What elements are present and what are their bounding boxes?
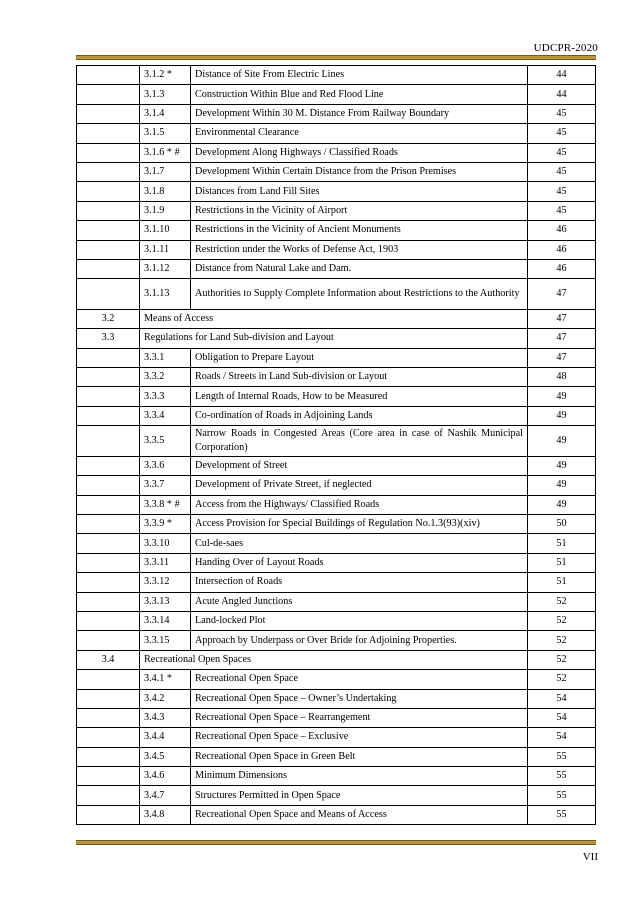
toc-row bbox=[77, 104, 596, 123]
section-number bbox=[77, 747, 140, 766]
subsection-number: 3.1.9 bbox=[140, 201, 191, 220]
subsection-number: 3.3.15 bbox=[140, 631, 191, 650]
page-ref: 50 bbox=[528, 515, 596, 534]
toc-row bbox=[77, 805, 596, 824]
page-ref: 51 bbox=[528, 573, 596, 592]
section-number bbox=[77, 221, 140, 240]
subsection-title: Access Provision for Special Buildings of Regulation No.1.3(93)(xiv) bbox=[191, 515, 528, 534]
toc-row bbox=[77, 611, 596, 630]
subsection-number: 3.4.4 bbox=[140, 728, 191, 747]
subsection-title: Authorities to Supply Complete Information about Restrictions to the Authority bbox=[191, 279, 528, 310]
toc-row bbox=[77, 650, 596, 669]
page-ref: 45 bbox=[528, 124, 596, 143]
section-number bbox=[77, 182, 140, 201]
subsection-number: 3.3.9 * bbox=[140, 515, 191, 534]
toc-row bbox=[77, 240, 596, 259]
section-number bbox=[77, 85, 140, 104]
section-number bbox=[77, 368, 140, 387]
toc-row bbox=[77, 767, 596, 786]
subsection-number: 3.3.6 bbox=[140, 456, 191, 475]
page-ref: 46 bbox=[528, 240, 596, 259]
section-number bbox=[77, 728, 140, 747]
subsection-number: 3.1.11 bbox=[140, 240, 191, 259]
subsection-number: 3.1.3 bbox=[140, 85, 191, 104]
toc-row bbox=[77, 329, 596, 348]
toc-row bbox=[77, 348, 596, 367]
toc-row bbox=[77, 387, 596, 406]
section-number bbox=[77, 348, 140, 367]
toc-row bbox=[77, 85, 596, 104]
section-number bbox=[77, 611, 140, 630]
subsection-number: 3.3.10 bbox=[140, 534, 191, 553]
page-ref: 52 bbox=[528, 631, 596, 650]
subsection-title: Development of Private Street, if neglected bbox=[191, 476, 528, 495]
section-number bbox=[77, 162, 140, 181]
section-number bbox=[77, 805, 140, 824]
subsection-number: 3.4.2 bbox=[140, 689, 191, 708]
subsection-title: Development Within Certain Distance from the Prison Premises bbox=[191, 162, 528, 181]
toc-row bbox=[77, 279, 596, 310]
page-ref: 49 bbox=[528, 406, 596, 425]
toc-row bbox=[77, 747, 596, 766]
toc-row bbox=[77, 201, 596, 220]
subsection-number: 3.4.5 bbox=[140, 747, 191, 766]
subsection-number: 3.3.12 bbox=[140, 573, 191, 592]
toc-row bbox=[77, 708, 596, 727]
toc-row bbox=[77, 728, 596, 747]
subsection-title: Development of Street bbox=[191, 456, 528, 475]
page-ref: 49 bbox=[528, 387, 596, 406]
subsection-number: 3.1.12 bbox=[140, 259, 191, 278]
page-ref: 54 bbox=[528, 708, 596, 727]
toc-row bbox=[77, 534, 596, 553]
section-number: 3.3 bbox=[77, 329, 140, 348]
section-number bbox=[77, 387, 140, 406]
subsection-title: Restrictions in the Vicinity of Ancient Monuments bbox=[191, 221, 528, 240]
subsection-number: 3.3.7 bbox=[140, 476, 191, 495]
page-ref: 55 bbox=[528, 805, 596, 824]
page-ref: 45 bbox=[528, 104, 596, 123]
toc-row bbox=[77, 124, 596, 143]
subsection-title: Roads / Streets in Land Sub-division or Layout bbox=[191, 368, 528, 387]
subsection-number: 3.4.6 bbox=[140, 767, 191, 786]
section-number bbox=[77, 426, 140, 457]
section-number bbox=[77, 631, 140, 650]
toc-row bbox=[77, 143, 596, 162]
page-ref: 45 bbox=[528, 162, 596, 181]
subsection-title: Construction Within Blue and Red Flood Line bbox=[191, 85, 528, 104]
toc-row bbox=[77, 592, 596, 611]
toc-row bbox=[77, 309, 596, 328]
page-ref: 52 bbox=[528, 592, 596, 611]
toc-body bbox=[77, 66, 596, 825]
page-ref: 45 bbox=[528, 143, 596, 162]
section-number bbox=[77, 573, 140, 592]
section-number: 3.4 bbox=[77, 650, 140, 669]
toc-table bbox=[76, 65, 596, 825]
subsection-title: Development Within 30 M. Distance From Railway Boundary bbox=[191, 104, 528, 123]
subsection-title: Length of Internal Roads, How to be Measured bbox=[191, 387, 528, 406]
subsection-title: Distance from Natural Lake and Dam. bbox=[191, 259, 528, 278]
toc-row bbox=[77, 573, 596, 592]
subsection-title: Obligation to Prepare Layout bbox=[191, 348, 528, 367]
subsection-number: 3.4.3 bbox=[140, 708, 191, 727]
page-ref: 49 bbox=[528, 456, 596, 475]
subsection-number: 3.3.14 bbox=[140, 611, 191, 630]
section-number: 3.2 bbox=[77, 309, 140, 328]
header-rule bbox=[76, 55, 596, 60]
subsection-title: Restriction under the Works of Defense Act, 1903 bbox=[191, 240, 528, 259]
subsection-number: 3.1.13 bbox=[140, 279, 191, 310]
toc-row bbox=[77, 553, 596, 572]
toc-row bbox=[77, 495, 596, 514]
page-ref: 46 bbox=[528, 221, 596, 240]
page-ref: 47 bbox=[528, 329, 596, 348]
toc-row bbox=[77, 456, 596, 475]
subsection-title: Recreational Open Space – Owner’s Undertaking bbox=[191, 689, 528, 708]
page-ref: 52 bbox=[528, 650, 596, 669]
toc-row bbox=[77, 368, 596, 387]
toc-row bbox=[77, 259, 596, 278]
page-ref: 45 bbox=[528, 182, 596, 201]
section-number bbox=[77, 240, 140, 259]
page-ref: 44 bbox=[528, 66, 596, 85]
toc-row bbox=[77, 786, 596, 805]
page-ref: 47 bbox=[528, 348, 596, 367]
subsection-number: 3.3.4 bbox=[140, 406, 191, 425]
toc-row bbox=[77, 476, 596, 495]
subsection-number: 3.3.2 bbox=[140, 368, 191, 387]
page-ref: 46 bbox=[528, 259, 596, 278]
page-ref: 52 bbox=[528, 670, 596, 689]
subsection-title: Narrow Roads in Congested Areas (Core area in case of Nashik Municipal Corporation) bbox=[191, 426, 528, 457]
page-ref: 49 bbox=[528, 476, 596, 495]
section-number bbox=[77, 553, 140, 572]
page-ref: 54 bbox=[528, 728, 596, 747]
section-number bbox=[77, 495, 140, 514]
section-number bbox=[77, 515, 140, 534]
subsection-title: Recreational Open Space bbox=[191, 670, 528, 689]
page-ref: 51 bbox=[528, 553, 596, 572]
page-ref: 44 bbox=[528, 85, 596, 104]
section-number bbox=[77, 143, 140, 162]
subsection-title: Recreational Open Space – Exclusive bbox=[191, 728, 528, 747]
subsection-number: 3.1.6 * # bbox=[140, 143, 191, 162]
subsection-number: 3.1.4 bbox=[140, 104, 191, 123]
document-code: UDCPR-2020 bbox=[533, 42, 598, 54]
subsection-number: 3.3.3 bbox=[140, 387, 191, 406]
page-ref: 52 bbox=[528, 611, 596, 630]
subsection-number: 3.1.5 bbox=[140, 124, 191, 143]
page-ref: 51 bbox=[528, 534, 596, 553]
section-number bbox=[77, 670, 140, 689]
footer-rule bbox=[76, 840, 596, 845]
section-number bbox=[77, 124, 140, 143]
toc-row bbox=[77, 406, 596, 425]
page-ref: 49 bbox=[528, 495, 596, 514]
page-ref: 49 bbox=[528, 426, 596, 457]
toc-row bbox=[77, 162, 596, 181]
section-number bbox=[77, 476, 140, 495]
section-number bbox=[77, 279, 140, 310]
section-number bbox=[77, 104, 140, 123]
subsection-title: Recreational Open Space and Means of Access bbox=[191, 805, 528, 824]
subsection-number: 3.3.13 bbox=[140, 592, 191, 611]
subsection-title: Recreational Open Space – Rearrangement bbox=[191, 708, 528, 727]
section-number bbox=[77, 592, 140, 611]
subsection-title: Land-locked Plot bbox=[191, 611, 528, 630]
subsection-number: 3.1.7 bbox=[140, 162, 191, 181]
subsection-number: 3.3.8 * # bbox=[140, 495, 191, 514]
subsection-title: Acute Angled Junctions bbox=[191, 592, 528, 611]
subsection-title: Co-ordination of Roads in Adjoining Lands bbox=[191, 406, 528, 425]
subsection-number: 3.1.2 * bbox=[140, 66, 191, 85]
page-ref: 55 bbox=[528, 767, 596, 786]
subsection-title: Development Along Highways / Classified Roads bbox=[191, 143, 528, 162]
section-number bbox=[77, 406, 140, 425]
subsection-number: 3.4.8 bbox=[140, 805, 191, 824]
subsection-title: Environmental Clearance bbox=[191, 124, 528, 143]
subsection-number: 3.4.1 * bbox=[140, 670, 191, 689]
subsection-title: Intersection of Roads bbox=[191, 573, 528, 592]
page-ref: 45 bbox=[528, 201, 596, 220]
page-ref: 54 bbox=[528, 689, 596, 708]
subsection-number: 3.4.7 bbox=[140, 786, 191, 805]
subsection-title: Distances from Land Fill Sites bbox=[191, 182, 528, 201]
page-number: VII bbox=[582, 851, 598, 863]
section-number bbox=[77, 534, 140, 553]
section-number bbox=[77, 689, 140, 708]
subsection-title: Access from the Highways/ Classified Roads bbox=[191, 495, 528, 514]
toc-row bbox=[77, 631, 596, 650]
subsection-title: Handing Over of Layout Roads bbox=[191, 553, 528, 572]
subsection-number: 3.3.1 bbox=[140, 348, 191, 367]
section-number bbox=[77, 767, 140, 786]
subsection-number: 3.1.10 bbox=[140, 221, 191, 240]
toc-row bbox=[77, 670, 596, 689]
page-ref: 48 bbox=[528, 368, 596, 387]
subsection-title: Minimum Dimensions bbox=[191, 767, 528, 786]
section-number bbox=[77, 259, 140, 278]
section-number bbox=[77, 456, 140, 475]
toc-row bbox=[77, 221, 596, 240]
page-ref: 55 bbox=[528, 747, 596, 766]
toc-row bbox=[77, 689, 596, 708]
section-number bbox=[77, 66, 140, 85]
toc-row bbox=[77, 515, 596, 534]
subsection-title: Approach by Underpass or Over Bride for Adjoining Properties. bbox=[191, 631, 528, 650]
page-ref: 55 bbox=[528, 786, 596, 805]
subsection-title: Restrictions in the Vicinity of Airport bbox=[191, 201, 528, 220]
page-ref: 47 bbox=[528, 279, 596, 310]
section-number bbox=[77, 708, 140, 727]
page-ref: 47 bbox=[528, 309, 596, 328]
toc-row bbox=[77, 426, 596, 457]
section-title: Recreational Open Spaces bbox=[140, 650, 528, 669]
subsection-number: 3.3.11 bbox=[140, 553, 191, 572]
section-number bbox=[77, 201, 140, 220]
toc-row bbox=[77, 66, 596, 85]
toc-row bbox=[77, 182, 596, 201]
subsection-number: 3.3.5 bbox=[140, 426, 191, 457]
subsection-title: Recreational Open Space in Green Belt bbox=[191, 747, 528, 766]
section-title: Regulations for Land Sub-division and Layout bbox=[140, 329, 528, 348]
subsection-title: Cul-de-saes bbox=[191, 534, 528, 553]
section-title: Means of Access bbox=[140, 309, 528, 328]
section-number bbox=[77, 786, 140, 805]
subsection-title: Structures Permitted in Open Space bbox=[191, 786, 528, 805]
subsection-title: Distance of Site From Electric Lines bbox=[191, 66, 528, 85]
subsection-number: 3.1.8 bbox=[140, 182, 191, 201]
